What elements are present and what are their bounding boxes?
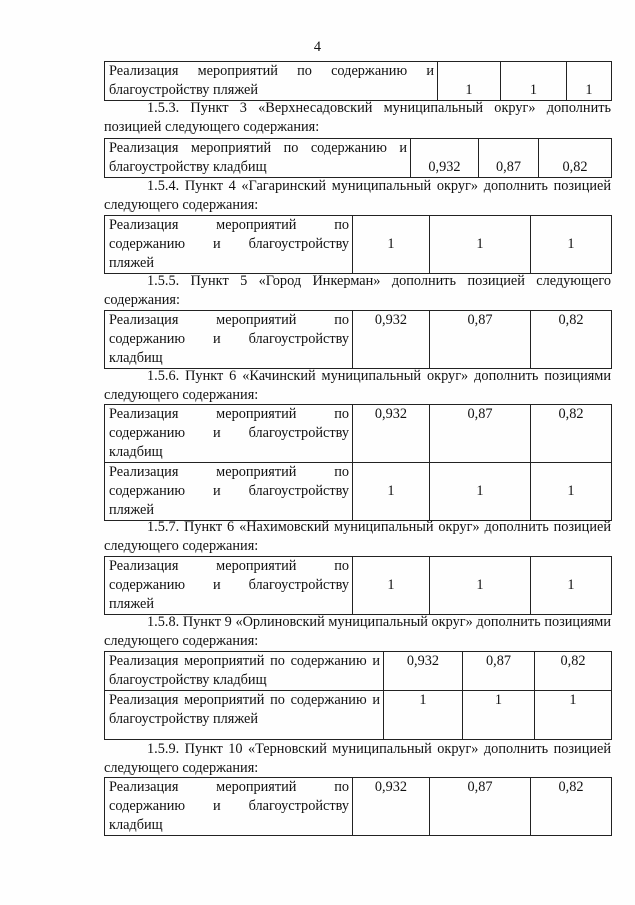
- table-row: [105, 405, 612, 463]
- table-row: [105, 216, 612, 274]
- value-cell: 1: [463, 691, 535, 740]
- paragraph-1-5-7: 1.5.7. Пункт 6 «Нахимовский муниципальный округ» дополнить позицией следующего содержания:: [104, 519, 611, 554]
- row-label: Реализация мероприятий по содержанию и благоустройству пляжей: [105, 216, 353, 274]
- value-cell: 0,932: [411, 139, 479, 178]
- page-number: 4: [313, 39, 322, 55]
- row-label: Реализация мероприятий по содержанию и благоустройству пляжей: [105, 691, 384, 740]
- table-row: [105, 311, 612, 369]
- value-cell: 1: [384, 691, 463, 740]
- row-label: Реализация мероприятий по содержанию и благоустройству кладбищ: [105, 778, 353, 836]
- value-cell: 0,932: [353, 778, 430, 836]
- value-cell: 1: [531, 463, 612, 521]
- value-cell: 1: [535, 691, 612, 740]
- paragraph-1-5-8: 1.5.8. Пункт 9 «Орлиновский муниципальный округ» дополнить позициями следующего содержания:: [104, 614, 611, 649]
- value-cell: 1: [430, 216, 531, 274]
- value-cell: 1: [353, 463, 430, 521]
- table-row: [105, 62, 612, 101]
- table-row: [105, 463, 612, 521]
- row-label: Реализация мероприятий по содержанию и благоустройству кладбищ: [105, 311, 353, 369]
- value-cell: 1: [531, 557, 612, 615]
- row-label: Реализация мероприятий по содержанию и благоустройству кладбищ: [105, 652, 384, 691]
- value-cell: 1: [501, 62, 567, 101]
- table-row: [105, 778, 612, 836]
- value-cell: 0,932: [353, 405, 430, 463]
- paragraph-1-5-9: 1.5.9. Пункт 10 «Терновский муниципальный округ» дополнить позицией следующего содержания:: [104, 741, 611, 776]
- value-cell: 0,932: [353, 311, 430, 369]
- value-cell: 1: [353, 216, 430, 274]
- table-1-5-7: [104, 556, 611, 615]
- paragraph-1-5-3: 1.5.3. Пункт 3 «Верхнесадовский муниципальный округ» дополнить позицией следующего содержания:: [104, 100, 611, 135]
- table-1-5-6: [104, 404, 611, 521]
- value-cell: 1: [430, 463, 531, 521]
- value-cell: 0,82: [539, 139, 612, 178]
- table-1-5-4: [104, 215, 611, 274]
- table-1-5-3: [104, 138, 611, 178]
- value-cell: 0,87: [430, 778, 531, 836]
- scan-artifact-mark: [250, 0, 380, 4]
- value-cell: 0,87: [463, 652, 535, 691]
- value-cell: 1: [353, 557, 430, 615]
- table-beaches-continued: [104, 61, 611, 101]
- table-row: [105, 557, 612, 615]
- table-1-5-5: [104, 310, 611, 369]
- value-cell: 1: [567, 62, 612, 101]
- table-1-5-8: [104, 651, 611, 740]
- value-cell: 1: [438, 62, 501, 101]
- row-label: Реализация мероприятий по содержанию и благоустройству пляжей: [105, 463, 353, 521]
- paragraph-1-5-4: 1.5.4. Пункт 4 «Гагаринский муниципальный округ» дополнить позицией следующего содержания:: [104, 178, 611, 213]
- paragraph-1-5-5: 1.5.5. Пункт 5 «Город Инкерман» дополнить позицией следующего содержания:: [104, 273, 611, 308]
- paragraph-1-5-6: 1.5.6. Пункт 6 «Качинский муниципальный округ» дополнить позициями следующего содержания:: [104, 368, 611, 403]
- value-cell: 1: [531, 216, 612, 274]
- value-cell: 0,87: [430, 311, 531, 369]
- value-cell: 0,82: [531, 311, 612, 369]
- value-cell: 0,82: [535, 652, 612, 691]
- value-cell: 0,87: [430, 405, 531, 463]
- value-cell: 0,82: [531, 405, 612, 463]
- value-cell: 1: [430, 557, 531, 615]
- table-row: [105, 139, 612, 178]
- row-label: Реализация мероприятий по содержанию и благоустройству пляжей: [105, 557, 353, 615]
- table-1-5-9: [104, 777, 611, 836]
- row-label: Реализация мероприятий по содержанию и благоустройству кладбищ: [105, 405, 353, 463]
- value-cell: 0,82: [531, 778, 612, 836]
- value-cell: 0,932: [384, 652, 463, 691]
- table-row: [105, 652, 612, 691]
- table-row: [105, 691, 612, 740]
- row-label: Реализация мероприятий по содержанию и благоустройству пляжей: [105, 62, 438, 101]
- value-cell: 0,87: [479, 139, 539, 178]
- row-label: Реализация мероприятий по содержанию и благоустройству кладбищ: [105, 139, 411, 178]
